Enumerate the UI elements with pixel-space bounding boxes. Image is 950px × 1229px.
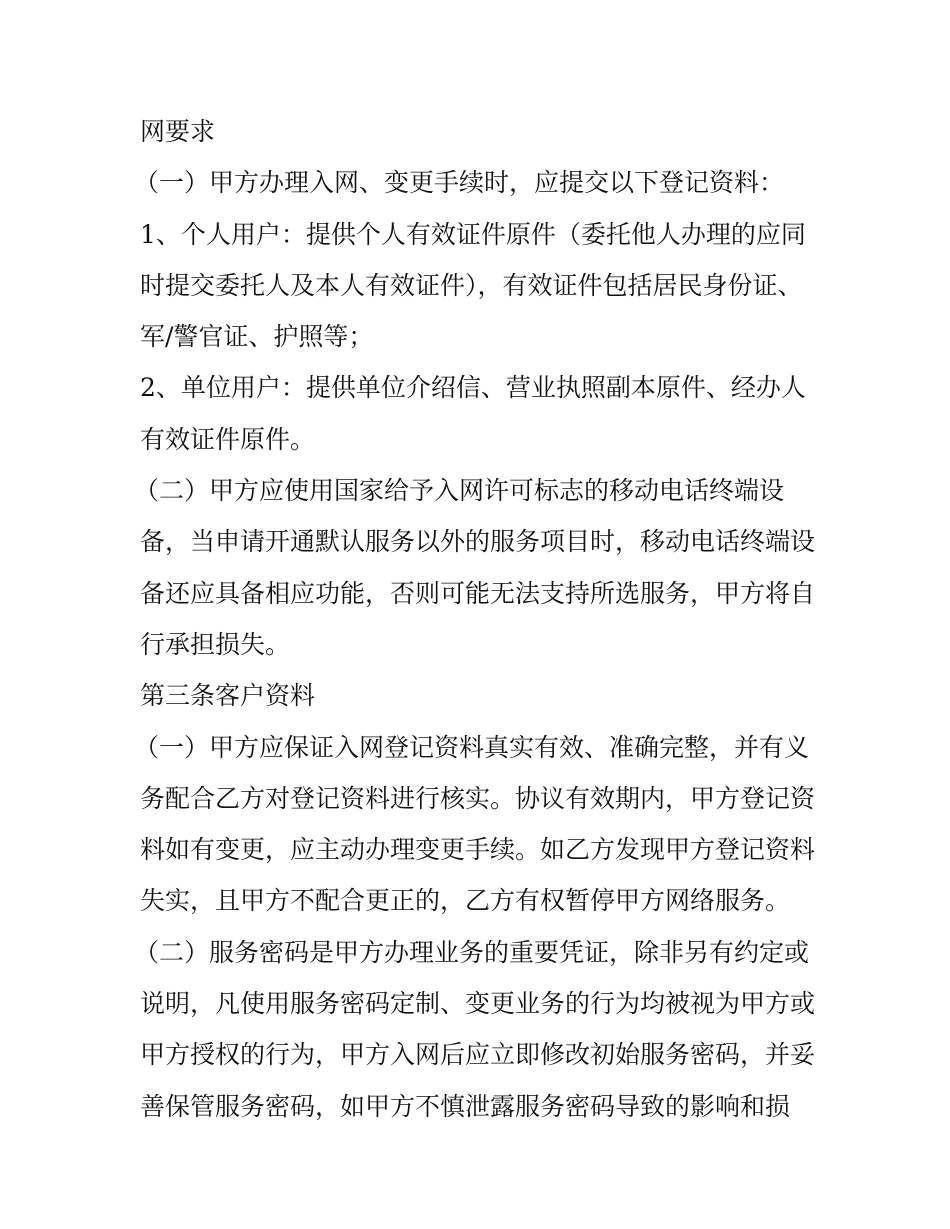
document-body (134, 106, 820, 1132)
text-line: 失实，且甲方不配合更正的，乙方有权暂停甲方网络服务。 (140, 886, 791, 916)
text-line: 行承担损失。 (140, 629, 291, 659)
text-line: 务配合乙方对登记资料进行核实。协议有效期内，甲方登记资 (140, 783, 816, 813)
text-line: （二）服务密码是甲方办理业务的重要凭证，除非另有约定或 (134, 937, 810, 967)
text-line: 善保管服务密码，如甲方不慎泄露服务密码导致的影响和损 (140, 1091, 791, 1121)
text-line: 2、单位用户：提供单位介绍信、营业执照副本原件、经办人 (140, 373, 806, 403)
text-line: （一）甲方应保证入网登记资料真实有效、准确完整，并有义 (134, 732, 810, 762)
text-line: 甲方授权的行为，甲方入网后应立即修改初始服务密码，并妥 (140, 1040, 816, 1070)
text-line: （一）甲方办理入网、变更手续时，应提交以下登记资料： (134, 168, 785, 198)
text-line: 说明，凡使用服务密码定制、变更业务的行为均被视为甲方或 (140, 989, 816, 1019)
text-line: 备还应具备相应功能，否则可能无法支持所选服务，甲方将自 (140, 578, 816, 608)
text-line: 备，当申请开通默认服务以外的服务项目时，移动电话终端设 (140, 527, 816, 557)
text-line: 时提交委托人及本人有效证件），有效证件包括居民身份证、 (140, 270, 803, 300)
text-line: 网要求 (140, 117, 216, 146)
section-heading: 第三条客户资料 (140, 681, 316, 711)
text-line: 1、个人用户：提供个人有效证件原件（委托他人办理的应同 (140, 219, 806, 249)
text-line: （二）甲方应使用国家给予入网许可标志的移动电话终端设 (134, 476, 785, 506)
text-line: 有效证件原件。 (140, 424, 316, 454)
text-line: 料如有变更，应主动办理变更手续。如乙方发现甲方登记资料 (140, 835, 816, 865)
text-line: 军/警官证、护照等； (140, 322, 374, 352)
